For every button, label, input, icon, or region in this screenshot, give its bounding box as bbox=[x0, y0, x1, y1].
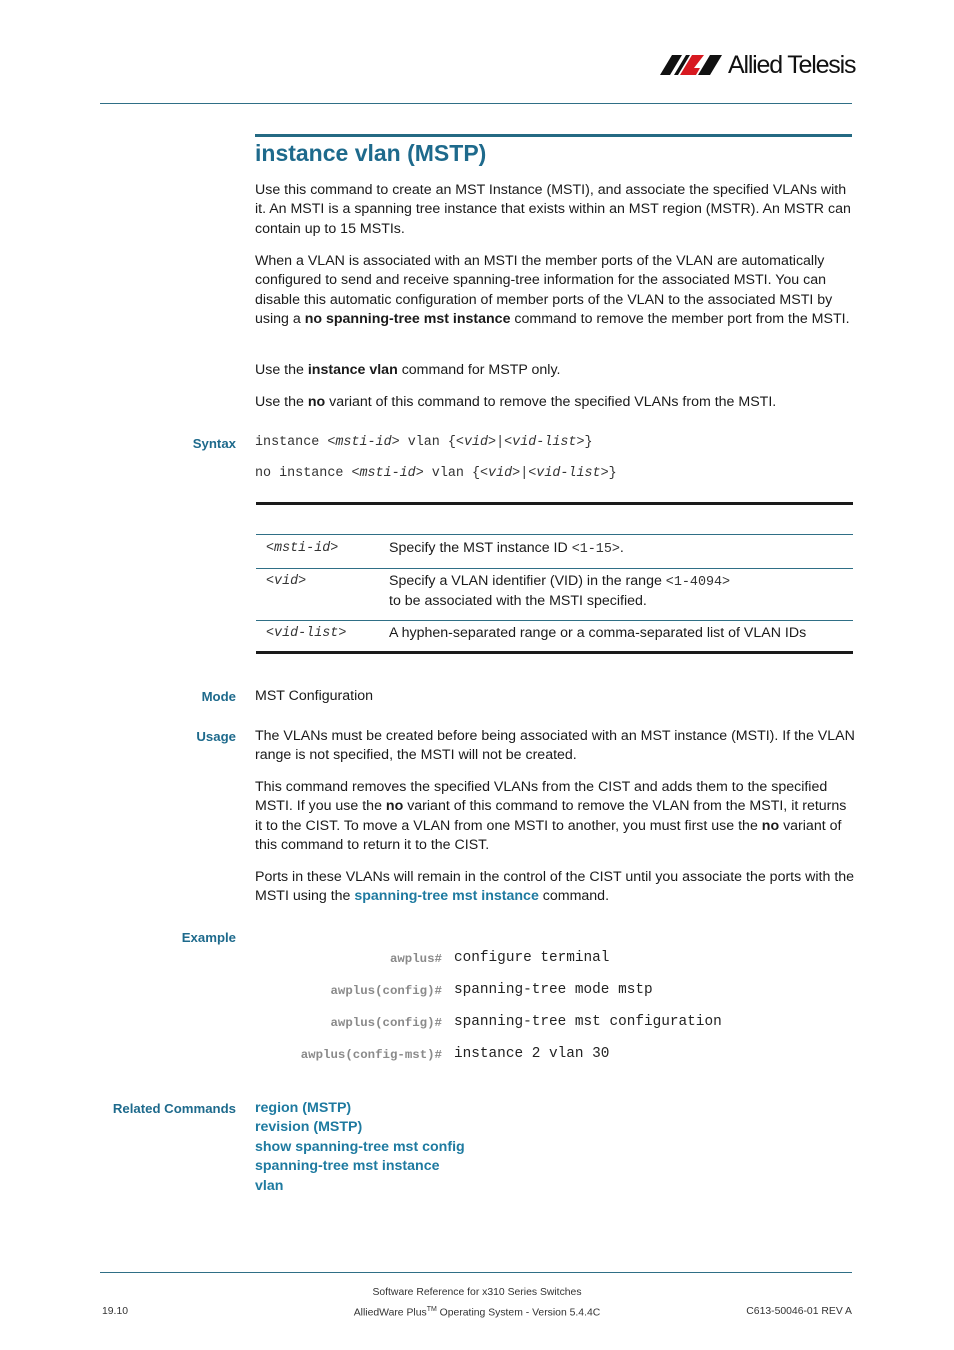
cli-prompt: awplus# bbox=[389, 952, 442, 966]
text-run: Use the bbox=[255, 394, 308, 410]
keyword-no: no bbox=[761, 817, 780, 834]
syntax-keyword: no instance bbox=[255, 466, 352, 481]
text-run: command to remove the member port from the MSTI. bbox=[510, 311, 850, 328]
title-rule bbox=[255, 134, 852, 137]
link-spanning-tree-mst-instance[interactable]: spanning-tree mst instance bbox=[354, 888, 539, 905]
syntax-separator: | bbox=[520, 466, 529, 481]
syntax-param: <vid> bbox=[455, 435, 497, 450]
text-run: Specify the MST instance ID bbox=[389, 540, 572, 556]
parameter-table bbox=[256, 502, 853, 656]
param-range: <1-15> bbox=[571, 542, 620, 557]
param-description bbox=[389, 572, 849, 612]
description-paragraph-3 bbox=[255, 361, 855, 380]
cli-command: instance 2 vlan 30 bbox=[454, 1046, 610, 1062]
text-run: variant of this command to return it to the CIST. bbox=[255, 817, 842, 854]
param-name: <vid-list> bbox=[266, 626, 347, 641]
cli-prompt: awplus(config)# bbox=[330, 984, 442, 998]
syntax-keyword: } bbox=[608, 466, 617, 481]
usage-label: Usage bbox=[196, 729, 236, 744]
mode-label: Mode bbox=[201, 689, 236, 704]
param-name: <vid> bbox=[266, 574, 307, 589]
text-run: command. bbox=[538, 888, 610, 905]
syntax-param: <vid-list> bbox=[528, 466, 609, 481]
text-run: variant of this command to remove the specified VLANs from the MSTI. bbox=[325, 394, 777, 410]
syntax-param: <msti-id> bbox=[351, 466, 424, 481]
cli-prompt: awplus(config)# bbox=[330, 1016, 442, 1030]
param-range: <1-4094> bbox=[665, 575, 731, 590]
cli-command: configure terminal bbox=[454, 950, 610, 966]
usage-paragraph-1: The VLANs must be created before being associated with an MST instance (MSTI). If the VLAN range is not specified, the MSTI will not be created. bbox=[255, 728, 855, 764]
syntax-keyword: instance bbox=[255, 435, 328, 450]
example-label: Example bbox=[181, 930, 236, 945]
related-link-spanning-tree-mst-instance[interactable]: spanning-tree mst instance bbox=[255, 1158, 440, 1175]
syntax-line-2 bbox=[255, 466, 617, 481]
text-run: AlliedWare Plus bbox=[353, 1307, 427, 1319]
syntax-separator: | bbox=[496, 435, 505, 450]
text-run: to be associated with the MSTI specified. bbox=[389, 593, 647, 610]
description-paragraph-1: Use this command to create an MST Instance (MSTI), and associate the specified VLANs with it. An MSTI is a spanning tree instance that exists within an MST region (MSTR). An MSTR can contain up to 15 MSTIs. bbox=[255, 182, 851, 237]
related-link-show-spanning-tree-mst-config[interactable]: show spanning-tree mst config bbox=[255, 1138, 465, 1155]
table-bottom-rule bbox=[256, 651, 853, 654]
param-description: A hyphen-separated range or a comma-separated list of VLAN IDs bbox=[389, 625, 807, 641]
company-logo bbox=[660, 50, 855, 80]
description-paragraph-2 bbox=[255, 252, 855, 330]
syntax-keyword: vlan { bbox=[399, 435, 456, 450]
logo-text: Allied Telesis bbox=[728, 50, 856, 79]
text-run: . bbox=[619, 540, 624, 556]
related-link-vlan[interactable]: vlan bbox=[255, 1177, 284, 1194]
row-divider bbox=[256, 568, 853, 569]
text-run: When a VLAN is associated with an MSTI the member ports of the VLAN are automatically configured to send and receive spanning-tree information for the associated MSTI. You can disable this automatic configuration of member ports of the VLAN to the associated MSTI by using a bbox=[255, 253, 833, 328]
syntax-param: <vid> bbox=[480, 466, 521, 481]
related-link-region[interactable]: region (MSTP) bbox=[255, 1100, 352, 1116]
command-reference: no spanning-tree mst instance bbox=[304, 311, 511, 328]
text-run: Use the bbox=[255, 362, 308, 378]
syntax-line-1 bbox=[255, 435, 593, 450]
cli-prompt: awplus(config-mst)# bbox=[300, 1048, 442, 1062]
syntax-param: <vid-list> bbox=[504, 435, 585, 450]
text-run: Specify a VLAN identifier (VID) in the range bbox=[389, 573, 666, 589]
footer-rule bbox=[100, 1272, 852, 1273]
related-commands-label: Related Commands bbox=[112, 1101, 236, 1116]
related-commands-list bbox=[255, 1099, 465, 1196]
page-title: instance vlan (MSTP) bbox=[255, 140, 487, 166]
footer-doc-title: Software Reference for x310 Series Switches bbox=[372, 1287, 582, 1298]
mode-value: MST Configuration bbox=[255, 688, 374, 704]
footer-page-number: 19.10 bbox=[102, 1306, 129, 1317]
text-run: variant of this command to remove the VLAN from the MSTI, it returns it to the CIST. To move a VLAN from one MSTI to another, you must first use the bbox=[255, 798, 847, 834]
usage-paragraph-3 bbox=[255, 868, 855, 907]
syntax-param: <msti-id> bbox=[327, 435, 400, 450]
syntax-keyword: } bbox=[584, 435, 593, 450]
related-link-revision[interactable]: revision (MSTP) bbox=[255, 1119, 363, 1136]
table-top-rule bbox=[256, 502, 853, 505]
keyword-no: no bbox=[307, 394, 326, 410]
table-header-rule bbox=[256, 534, 853, 535]
usage-paragraph-2 bbox=[255, 778, 855, 856]
row-divider bbox=[256, 620, 853, 621]
cli-command: spanning-tree mst configuration bbox=[454, 1014, 722, 1030]
text-run: Operating System - Version 5.4.4C bbox=[436, 1307, 601, 1319]
syntax-label: Syntax bbox=[192, 436, 236, 451]
allied-telesis-logo-mark bbox=[660, 54, 724, 76]
header-rule bbox=[100, 103, 852, 104]
text-run: Ports in these VLANs will remain in the control of the CIST until you associate the ports with the MSTI using the bbox=[255, 869, 855, 905]
command-reference: instance vlan bbox=[307, 362, 398, 378]
trademark: TM bbox=[426, 1306, 437, 1313]
description-paragraph-4 bbox=[255, 393, 855, 412]
keyword-no: no bbox=[385, 798, 404, 815]
param-name: <msti-id> bbox=[266, 541, 339, 556]
footer-doc-id: C613-50046-01 REV A bbox=[746, 1306, 852, 1317]
text-run: This command removes the specified VLANs from the CIST and adds them to the specified MSTI. If you use the bbox=[255, 779, 828, 815]
cli-command: spanning-tree mode mstp bbox=[454, 982, 653, 998]
syntax-keyword: vlan { bbox=[423, 466, 481, 481]
text-run: command for MSTP only. bbox=[397, 362, 561, 378]
param-description bbox=[389, 539, 849, 559]
